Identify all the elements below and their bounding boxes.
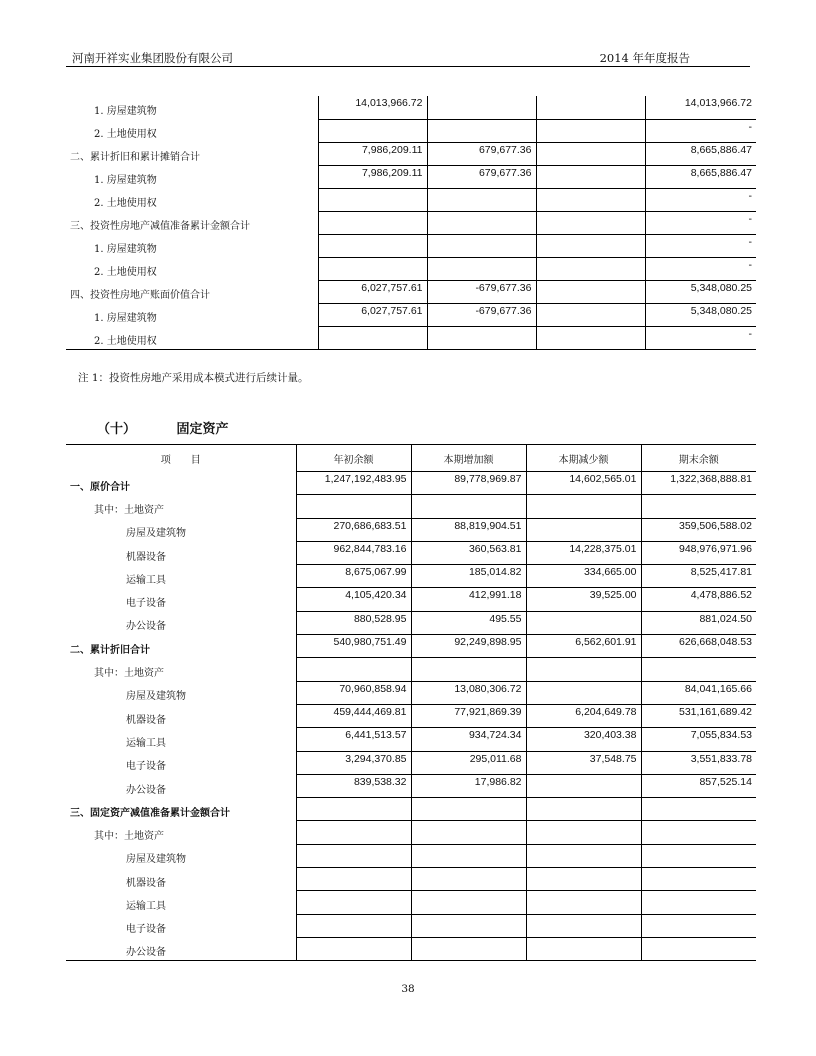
cell-value: 77,921,869.39 [411,704,526,727]
cell-value: 39,525.00 [526,588,641,611]
cell-value [526,914,641,937]
table-row [66,774,756,797]
row-label: 四、投资性房地产账面价值合计 [66,280,318,303]
cell-value [411,868,526,891]
cell-value [296,844,411,867]
cell-value [411,937,526,960]
column-header: 期末余额 [678,454,719,466]
cell-value [318,234,427,257]
cell-value [526,681,641,704]
cell-value: 412,991.18 [411,588,526,611]
row-label: 其中：土地资产 [66,821,296,844]
cell-value: 185,014.82 [411,565,526,588]
cell-value: 6,027,757.61 [318,303,427,326]
cell-value [526,774,641,797]
cell-value: 7,986,209.11 [318,142,427,165]
table-row [66,165,756,188]
table-header-row [66,445,756,472]
cell-value: 92,249,898.95 [411,635,526,658]
cell-value [296,658,411,681]
cell-value [411,798,526,821]
cell-value [641,658,756,681]
cell-value [296,937,411,960]
cell-value: 84,041,165.66 [641,681,756,704]
section-title: 固定资产 [176,422,229,437]
row-label: 1. 房屋建筑物 [66,96,318,119]
cell-value: 495.55 [411,611,526,634]
cell-value: 6,441,513.57 [296,728,411,751]
cell-value [536,326,645,349]
cell-value: 679,677.36 [427,165,536,188]
table-row [66,234,756,257]
cell-value [526,495,641,518]
cell-value [411,914,526,937]
cell-value: 5,348,080.25 [645,280,756,303]
row-label: 2. 土地使用权 [66,119,318,142]
cell-value [641,937,756,960]
cell-value [427,326,536,349]
cell-value [526,658,641,681]
cell-value: - [645,211,756,234]
table-row [66,541,756,564]
footnote: 注 1：投资性房地产采用成本模式进行后续计量。 [78,372,309,384]
cell-value: 8,665,886.47 [645,142,756,165]
cell-value [536,211,645,234]
cell-value [318,188,427,211]
cell-value [296,821,411,844]
row-label: 房屋及建筑物 [66,681,296,704]
cell-value [411,844,526,867]
cell-value: - [645,188,756,211]
cell-value [641,868,756,891]
cell-value: 3,294,370.85 [296,751,411,774]
cell-value [296,914,411,937]
cell-value [641,495,756,518]
cell-value: 880,528.95 [296,611,411,634]
table-row [66,326,756,349]
fixed-assets-table [66,444,756,961]
section-heading [97,418,229,437]
cell-value: 14,013,966.72 [684,97,752,109]
header-rule [66,66,750,67]
row-label: 房屋及建筑物 [66,844,296,867]
table-row [66,728,756,751]
cell-value [536,96,645,119]
table-row [66,588,756,611]
cell-value: 295,011.68 [411,751,526,774]
cell-value [411,495,526,518]
cell-value [318,257,427,280]
row-label: 办公设备 [66,937,296,960]
cell-value [641,821,756,844]
cell-value: 88,819,904.51 [411,518,526,541]
table-row [66,611,756,634]
row-label: 机器设备 [66,704,296,727]
cell-value: 6,204,649.78 [526,704,641,727]
row-label: 办公设备 [66,611,296,634]
cell-value: 857,525.14 [641,774,756,797]
investment-property-table-body [66,96,756,349]
cell-value [318,119,427,142]
row-label: 机器设备 [66,541,296,564]
column-header: 年初余额 [296,445,411,472]
table-row [66,472,756,495]
table-row [66,891,756,914]
cell-value: 37,548.75 [526,751,641,774]
cell-value [536,188,645,211]
table-row [66,565,756,588]
cell-value: 270,686,683.51 [296,518,411,541]
row-label: 电子设备 [66,588,296,611]
cell-value [296,798,411,821]
table-row [66,518,756,541]
table-row [66,495,756,518]
table-row [66,704,756,727]
row-label: 其中：土地资产 [66,495,296,518]
cell-value [427,257,536,280]
row-label: 电子设备 [66,751,296,774]
row-label: 运输工具 [66,891,296,914]
cell-value [296,495,411,518]
row-label: 三、固定资产减值准备累计金额合计 [66,798,296,821]
cell-value: 359,506,588.02 [641,518,756,541]
cell-value: 1,247,192,483.95 [296,472,411,495]
table-row [66,821,756,844]
row-label: 一、原价合计 [66,472,296,495]
cell-value: 6,562,601.91 [526,635,641,658]
cell-value: - [645,257,756,280]
report-title: 2014 年年度报告 [599,51,690,65]
investment-property-table [66,96,756,350]
row-label: 二、累计折旧合计 [66,635,296,658]
cell-value: 360,563.81 [411,541,526,564]
cell-value: 89,778,969.87 [411,472,526,495]
cell-value: 14,602,565.01 [526,472,641,495]
cell-value: -679,677.36 [427,303,536,326]
cell-value [641,891,756,914]
company-name: 河南开祥实业集团股份有限公司 [72,51,233,65]
cell-value: 459,444,469.81 [296,704,411,727]
column-header: 项 目 [66,445,296,472]
cell-value [526,518,641,541]
cell-value: 934,724.34 [411,728,526,751]
cell-value: 1,322,368,888.81 [641,472,756,495]
cell-value [641,914,756,937]
cell-value [526,821,641,844]
cell-value: 540,980,751.49 [296,635,411,658]
cell-value [296,868,411,891]
row-label: 运输工具 [66,565,296,588]
table-row [66,751,756,774]
cell-value [318,326,427,349]
column-header: 本期增加额 [411,445,526,472]
cell-value [411,658,526,681]
cell-value [641,798,756,821]
cell-value [536,119,645,142]
table-row [66,119,756,142]
cell-value: 320,403.38 [526,728,641,751]
cell-value: 17,986.82 [411,774,526,797]
cell-value: - [645,326,756,349]
table-row [66,211,756,234]
cell-value: 839,538.32 [296,774,411,797]
cell-value: 8,675,067.99 [296,565,411,588]
row-label: 房屋及建筑物 [66,518,296,541]
cell-value [526,868,641,891]
cell-value [411,821,526,844]
cell-value: 5,348,080.25 [645,303,756,326]
cell-value: 14,228,375.01 [526,541,641,564]
row-label: 运输工具 [66,728,296,751]
table-row [66,658,756,681]
cell-value [526,937,641,960]
cell-value: 3,551,833.78 [641,751,756,774]
cell-value [318,211,427,234]
cell-value: 531,161,689.42 [641,704,756,727]
cell-value [536,280,645,303]
row-label: 三、投资性房地产减值准备累计金额合计 [66,211,318,234]
cell-value [641,844,756,867]
cell-value [427,119,536,142]
row-label: 2. 土地使用权 [66,188,318,211]
cell-value: 334,665.00 [526,565,641,588]
row-label: 1. 房屋建筑物 [66,234,318,257]
table-row [66,798,756,821]
row-label: 2. 土地使用权 [66,257,318,280]
table-row [66,681,756,704]
table-row [66,303,756,326]
cell-value: 14,013,966.72 [318,96,427,119]
fixed-assets-table-body [66,472,756,961]
table-row [66,635,756,658]
cell-value [536,303,645,326]
row-label: 机器设备 [66,868,296,891]
row-label: 办公设备 [66,774,296,797]
cell-value [427,96,536,119]
cell-value: 679,677.36 [427,142,536,165]
cell-value: 8,665,886.47 [645,165,756,188]
cell-value: 13,080,306.72 [411,681,526,704]
cell-value: 7,986,209.11 [318,165,427,188]
cell-value: 8,525,417.81 [641,565,756,588]
cell-value: 881,024.50 [641,611,756,634]
cell-value [526,611,641,634]
cell-value [536,165,645,188]
row-label: 电子设备 [66,914,296,937]
cell-value: -679,677.36 [427,280,536,303]
cell-value [526,891,641,914]
table-row [66,937,756,960]
cell-value [526,798,641,821]
cell-value: 4,105,420.34 [296,588,411,611]
table-row [66,280,756,303]
cell-value [427,188,536,211]
cell-value [411,891,526,914]
cell-value [427,234,536,257]
row-label: 1. 房屋建筑物 [66,165,318,188]
section-number: （十） [97,422,137,437]
cell-value: 962,844,783.16 [296,541,411,564]
cell-value [536,142,645,165]
table-row [66,142,756,165]
cell-value: 4,478,886.52 [641,588,756,611]
row-label: 二、累计折旧和累计摊销合计 [66,142,318,165]
table-row [66,96,756,119]
cell-value [536,234,645,257]
cell-value: 948,976,971.96 [641,541,756,564]
cell-value: 70,960,858.94 [296,681,411,704]
row-label: 1. 房屋建筑物 [66,303,318,326]
column-header: 本期减少额 [526,445,641,472]
row-label: 其中：土地资产 [66,658,296,681]
table-row [66,844,756,867]
cell-value [536,257,645,280]
table-row [66,914,756,937]
table-row [66,188,756,211]
cell-value: 626,668,048.53 [641,635,756,658]
cell-value: 7,055,834.53 [641,728,756,751]
cell-value [427,211,536,234]
cell-value: 6,027,757.61 [318,280,427,303]
table-row [66,257,756,280]
cell-value: - [645,119,756,142]
page-number: 38 [401,983,415,995]
cell-value [526,844,641,867]
cell-value: - [645,234,756,257]
row-label: 2. 土地使用权 [66,326,318,349]
table-row [66,868,756,891]
cell-value [296,891,411,914]
